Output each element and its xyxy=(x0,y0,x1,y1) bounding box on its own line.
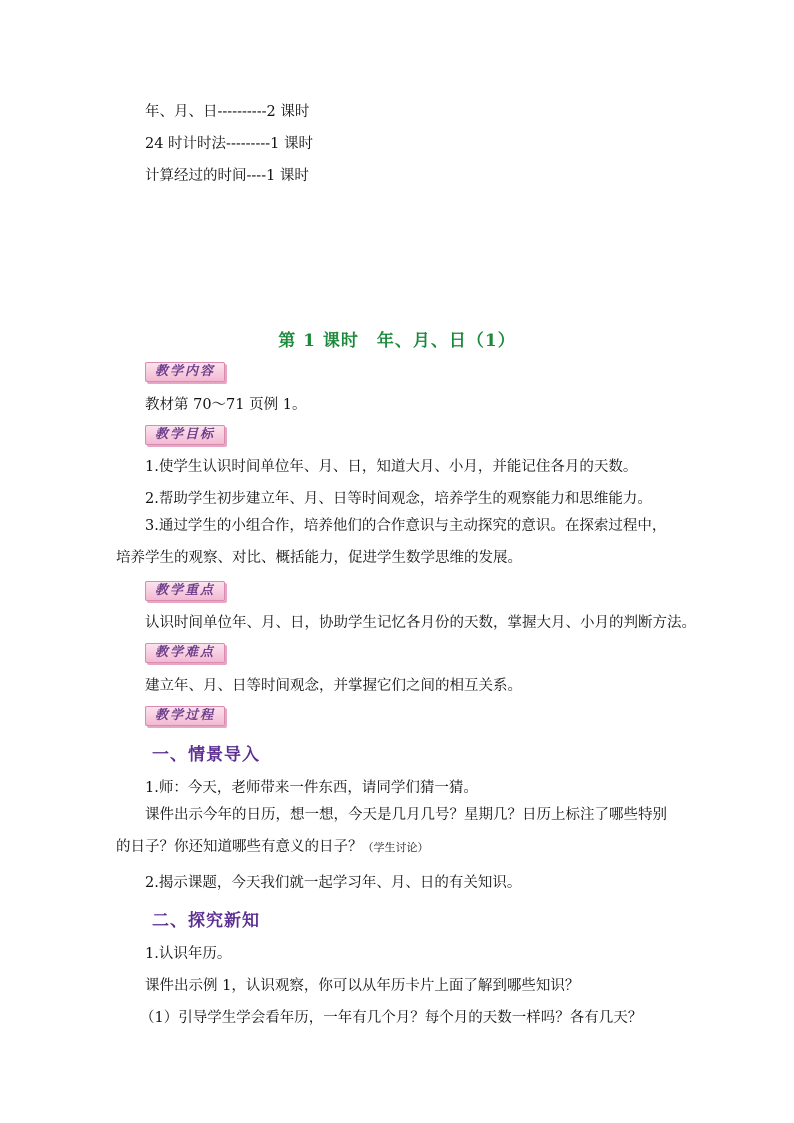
key-text: 认识时间单位年、月、日，协助学生记忆各月份的天数，掌握大月、小月的判断方法。 xyxy=(145,615,696,631)
tag-teaching-content: 教学内容 xyxy=(145,362,225,382)
section-heading: 二、探究新知 xyxy=(152,911,260,931)
section-note: （学生讨论） xyxy=(362,841,429,854)
section-para: 2.揭示课题，今天我们就一起学习年、月、日的有关知识。 xyxy=(145,875,522,891)
section-para: 课件出示例 1，认识观察，你可以从年历卡片上面了解到哪些知识？ xyxy=(145,978,580,994)
tag-teaching-goals: 教学目标 xyxy=(145,425,225,445)
section-para xyxy=(116,799,676,864)
difficulty-text: 建立年、月、日等时间观念，并掌握它们之间的相互关系。 xyxy=(145,678,522,694)
goal-2: 2.帮助学生初步建立年、月、日等时间观念，培养学生的观察能力和思维能力。 xyxy=(145,491,652,507)
toc-line: 计算经过的时间----1 课时 xyxy=(145,168,309,184)
lesson-title: 第 1 课时 年、月、日（1） xyxy=(278,331,516,351)
tag-teaching-process: 教学过程 xyxy=(145,706,225,726)
tag-difficulty: 教学难点 xyxy=(145,643,225,663)
toc-line: 年、月、日----------2 课时 xyxy=(145,104,310,120)
section-para: （1）引导学生学会看年历，一年有几个月？每个月的天数一样吗？各有几天？ xyxy=(140,1010,643,1026)
content-text: 教材第 70～71 页例 1。 xyxy=(145,397,307,413)
toc-line: 24 时计时法---------1 课时 xyxy=(145,136,313,152)
section-para-text: 课件出示今年的日历，想一想，今天是几月几号？星期几？日历上标注了哪些特别的日子？你还知道哪些有意义的日子？ xyxy=(116,807,667,855)
section-para: 1.认识年历。 xyxy=(145,946,232,962)
tag-key-point: 教学重点 xyxy=(145,581,225,601)
section-heading: 一、情景导入 xyxy=(152,745,260,765)
section-para: 1.师：今天，老师带来一件东西，请同学们猜一猜。 xyxy=(145,780,478,796)
goal-1: 1.使学生认识时间单位年、月、日，知道大月、小月，并能记住各月的天数。 xyxy=(145,459,638,475)
goal-3: 3.通过学生的小组合作，培养他们的合作意识与主动探究的意识。在探索过程中，培养学生的观察、对比、概括能力，促进学生数学思维的发展。 xyxy=(116,518,667,566)
